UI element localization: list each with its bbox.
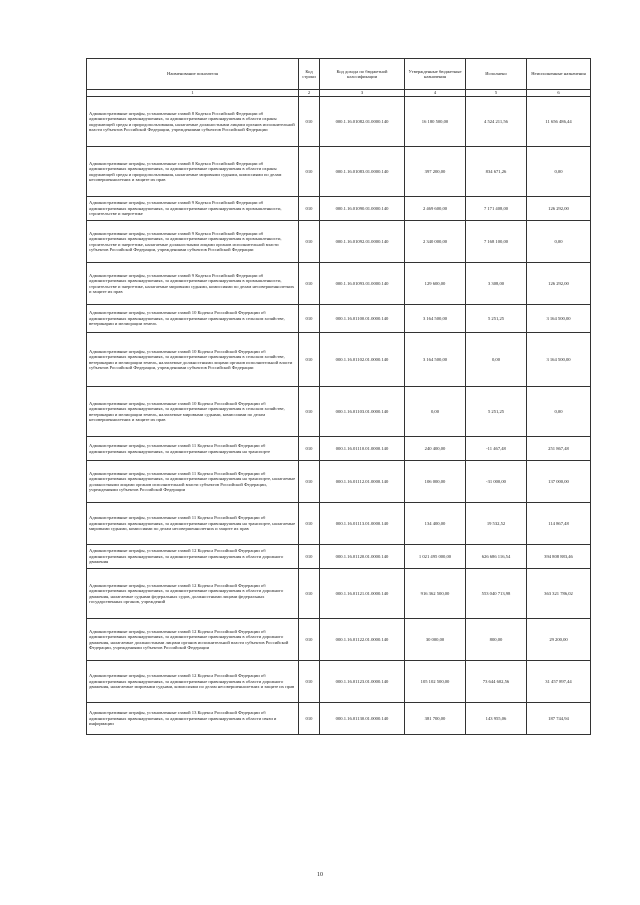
row-name: Административные штрафы, установленные главой 10 Кодекса Российской Федерации об административных правонарушениях, за административные правонарушения в сельском хозяйстве, ветеринарии и мелиорации земель: [87, 305, 299, 333]
row-code: 010: [299, 221, 320, 263]
row-approved: 0,00: [405, 387, 466, 437]
row-name: Административные штрафы, установленные главой 9 Кодекса Российской Федерации об административных правонарушениях, за административные правонарушения в промышленности, строительстве и энергетике, налагаемые мировыми судьями, комиссиями по делам несовершеннолетних и защите их прав: [87, 263, 299, 305]
row-code: 010: [299, 703, 320, 735]
table-row: [87, 661, 591, 703]
table-row: [87, 703, 591, 735]
row-executed: 626 686 116,54: [466, 545, 527, 569]
row-approved: 30 000,00: [405, 619, 466, 661]
row-income-code: 000.1.16.01130.01.0000.140: [320, 703, 405, 735]
row-income-code: 000.1.16.01112.01.0000.140: [320, 461, 405, 503]
table-row: [87, 387, 591, 437]
table-row: [87, 503, 591, 545]
row-name: Административные штрафы, установленные главой 12 Кодекса Российской Федерации об административных правонарушениях, за административные правонарушения в области дорожного движения, налагаемые судьями федеральных судов, должностными лицами федеральных государственных органов, учреждений: [87, 569, 299, 619]
column-number: 5: [466, 90, 527, 97]
row-code: 010: [299, 387, 320, 437]
table-row: [87, 545, 591, 569]
row-income-code: 000.1.16.01093.01.0000.140: [320, 263, 405, 305]
row-approved: 129 600,00: [405, 263, 466, 305]
row-income-code: 000.1.16.01103.01.0000.140: [320, 387, 405, 437]
row-unexecuted: 251 867,48: [527, 437, 591, 461]
header-income-code: Код дохода по бюджетной классификации: [320, 59, 405, 90]
row-unexecuted: 114 867,48: [527, 503, 591, 545]
column-number: 4: [405, 90, 466, 97]
row-approved: 240 400,00: [405, 437, 466, 461]
row-income-code: 000.1.16.01121.01.0000.140: [320, 569, 405, 619]
row-code: 010: [299, 619, 320, 661]
table-row: [87, 147, 591, 197]
row-code: 010: [299, 437, 320, 461]
row-code: 010: [299, 263, 320, 305]
row-code: 010: [299, 545, 320, 569]
row-unexecuted: 29 200,00: [527, 619, 591, 661]
header-name: Наименование показателя: [87, 59, 299, 90]
budget-table: [86, 58, 591, 735]
row-executed: 7 171 408,00: [466, 197, 527, 221]
column-number-row: [87, 90, 591, 97]
row-unexecuted: 126 292,00: [527, 263, 591, 305]
row-unexecuted: 0,00: [527, 387, 591, 437]
row-name: Административные штрафы, установленные главой 12 Кодекса Российской Федерации об административных правонарушениях, за административные правонарушения в области дорожного движения, налагаемые мировыми судьями, комиссиями по делам несовершеннолетних и защите их прав: [87, 661, 299, 703]
header-approved: Утвержденные бюджетные назначения: [405, 59, 466, 90]
row-name: Административные штрафы, установленные главой 12 Кодекса Российской Федерации об административных правонарушениях, за административные правонарушения в области дорожного движения, налагаемые должностными лицами органов исполнительной власти субъектов Российской Федерации, учреждениями субъектов Российской Федерации: [87, 619, 299, 661]
row-unexecuted: 3 164 500,00: [527, 305, 591, 333]
row-approved: 16 180 500,00: [405, 97, 466, 147]
row-name: Административные штрафы, установленные главой 11 Кодекса Российской Федерации об административных правонарушениях, за административные правонарушения на транспорте: [87, 437, 299, 461]
row-unexecuted: 3 164 500,00: [527, 333, 591, 387]
table-row: [87, 333, 591, 387]
row-name: Административные штрафы, установленные главой 9 Кодекса Российской Федерации об административных правонарушениях, за административные правонарушения в промышленности, строительстве и энергетике: [87, 197, 299, 221]
row-unexecuted: 0,00: [527, 221, 591, 263]
row-approved: 105 102 500,00: [405, 661, 466, 703]
column-number: 6: [527, 90, 591, 97]
row-code: 010: [299, 569, 320, 619]
row-unexecuted: 394 808 883,46: [527, 545, 591, 569]
row-approved: 3 164 500,00: [405, 333, 466, 387]
row-unexecuted: 31 457 897,44: [527, 661, 591, 703]
row-income-code: 000.1.16.01092.01.0000.140: [320, 221, 405, 263]
row-income-code: 000.1.16.01090.01.0000.140: [320, 197, 405, 221]
row-executed: 5 251,25: [466, 305, 527, 333]
row-name: Административные штрафы, установленные главой 12 Кодекса Российской Федерации об административных правонарушениях, за административные правонарушения в области дорожного движения: [87, 545, 299, 569]
row-income-code: 000.1.16.01113.01.0000.140: [320, 503, 405, 545]
table-row: [87, 437, 591, 461]
column-number: 2: [299, 90, 320, 97]
table-row: [87, 263, 591, 305]
table-row: [87, 97, 591, 147]
table-row: [87, 305, 591, 333]
row-approved: 1 021 495 000,00: [405, 545, 466, 569]
table-row: [87, 221, 591, 263]
row-executed: -11 467,48: [466, 437, 527, 461]
row-executed: -31 000,00: [466, 461, 527, 503]
row-executed: 7 168 100,00: [466, 221, 527, 263]
row-name: Административные штрафы, установленные главой 9 Кодекса Российской Федерации об административных правонарушениях, за административные правонарушения в промышленности, строительстве и энергетике, налагаемые должностными лицами органов исполнительной власти субъектов Российской Федерации, учреждениями субъектов Российской Федерации: [87, 221, 299, 263]
row-approved: 3 164 500,00: [405, 305, 466, 333]
row-income-code: 000.1.16.01082.01.0000.140: [320, 97, 405, 147]
table-row: [87, 197, 591, 221]
row-executed: 3 308,00: [466, 263, 527, 305]
row-executed: 553 040 713,98: [466, 569, 527, 619]
row-code: 010: [299, 197, 320, 221]
row-name: Административные штрафы, установленные главой 11 Кодекса Российской Федерации об административных правонарушениях, за административные правонарушения на транспорте, налагаемые должностными лицами органов исполнительной власти субъектов Российской Федерации, учреждениями субъектов Российской Федерации: [87, 461, 299, 503]
row-name: Административные штрафы, установленные главой 10 Кодекса Российской Федерации об административных правонарушениях, за административные правонарушения в сельском хозяйстве, ветеринарии и мелиорации земель, налагаемые должностными лицами органов исполнительной власти субъектов Российской Федерации, учреждениями субъектов Российской Федерации: [87, 333, 299, 387]
row-approved: 916 362 500,00: [405, 569, 466, 619]
row-code: 010: [299, 147, 320, 197]
row-executed: 834 671,26: [466, 147, 527, 197]
row-unexecuted: 363 321 786,02: [527, 569, 591, 619]
row-code: 010: [299, 661, 320, 703]
row-code: 010: [299, 333, 320, 387]
row-approved: 381 700,00: [405, 703, 466, 735]
row-code: 010: [299, 305, 320, 333]
row-approved: 106 000,00: [405, 461, 466, 503]
table-row: [87, 569, 591, 619]
row-executed: 143 955,06: [466, 703, 527, 735]
row-unexecuted: 126 292,00: [527, 197, 591, 221]
page-number: 10: [317, 872, 323, 878]
row-executed: 0,00: [466, 333, 527, 387]
row-approved: 397 200,00: [405, 147, 466, 197]
row-approved: 134 400,00: [405, 503, 466, 545]
row-executed: 19 532,52: [466, 503, 527, 545]
column-number: 1: [87, 90, 299, 97]
row-name: Административные штрафы, установленные главой 11 Кодекса Российской Федерации об административных правонарушениях, за административные правонарушения на транспорте, налагаемые мировыми судьями, комиссиями по делам несовершеннолетних и защите их прав: [87, 503, 299, 545]
row-income-code: 000.1.16.01120.01.0000.140: [320, 545, 405, 569]
row-approved: 2 469 600,00: [405, 197, 466, 221]
row-executed: 73 644 602,56: [466, 661, 527, 703]
table-body: [87, 97, 591, 735]
row-executed: 4 524 211,56: [466, 97, 527, 147]
row-name: Административные штрафы, установленные главой 8 Кодекса Российской Федерации об административных правонарушениях, за административные правонарушения в области охраны окружающей среды и природопользования, налагаемые должностными лицами органов исполнительной власти субъектов Российской Федерации, учреждениями субъектов Российской Федерации: [87, 97, 299, 147]
header-code: Код строки: [299, 59, 320, 90]
row-unexecuted: 0,00: [527, 147, 591, 197]
row-executed: 5 251,25: [466, 387, 527, 437]
row-name: Административные штрафы, установленные главой 13 Кодекса Российской Федерации об административных правонарушениях, за административные правонарушения в области связи и информации: [87, 703, 299, 735]
header-unexecuted: Неисполненные назначения: [527, 59, 591, 90]
row-unexecuted: 11 656 486,44: [527, 97, 591, 147]
row-unexecuted: 137 000,00: [527, 461, 591, 503]
row-income-code: 000.1.16.01123.01.0000.140: [320, 661, 405, 703]
row-code: 010: [299, 461, 320, 503]
table-row: [87, 619, 591, 661]
table-row: [87, 461, 591, 503]
table-header: [87, 59, 591, 97]
row-income-code: 000.1.16.01083.01.0000.140: [320, 147, 405, 197]
row-income-code: 000.1.16.01110.01.0000.140: [320, 437, 405, 461]
row-code: 010: [299, 97, 320, 147]
row-income-code: 000.1.16.01102.01.0000.140: [320, 333, 405, 387]
header-executed: Исполнено: [466, 59, 527, 90]
row-income-code: 000.1.16.01122.01.0000.140: [320, 619, 405, 661]
row-code: 010: [299, 503, 320, 545]
row-income-code: 000.1.16.01100.01.0000.140: [320, 305, 405, 333]
row-executed: 800,00: [466, 619, 527, 661]
row-approved: 2 340 000,00: [405, 221, 466, 263]
row-unexecuted: 187 744,94: [527, 703, 591, 735]
row-name: Административные штрафы, установленные главой 10 Кодекса Российской Федерации об административных правонарушениях, за административные правонарушения в сельском хозяйстве, ветеринарии и мелиорации земель, налагаемые мировыми судьями, комиссиями по делам несовершеннолетних и защите их прав: [87, 387, 299, 437]
row-name: Административные штрафы, установленные главой 8 Кодекса Российской Федерации об административных правонарушениях, за административные правонарушения в области охраны окружающей среды и природопользования, налагаемые мировыми судьями, комиссиями по делам несовершеннолетних и защите их прав: [87, 147, 299, 197]
column-number: 3: [320, 90, 405, 97]
